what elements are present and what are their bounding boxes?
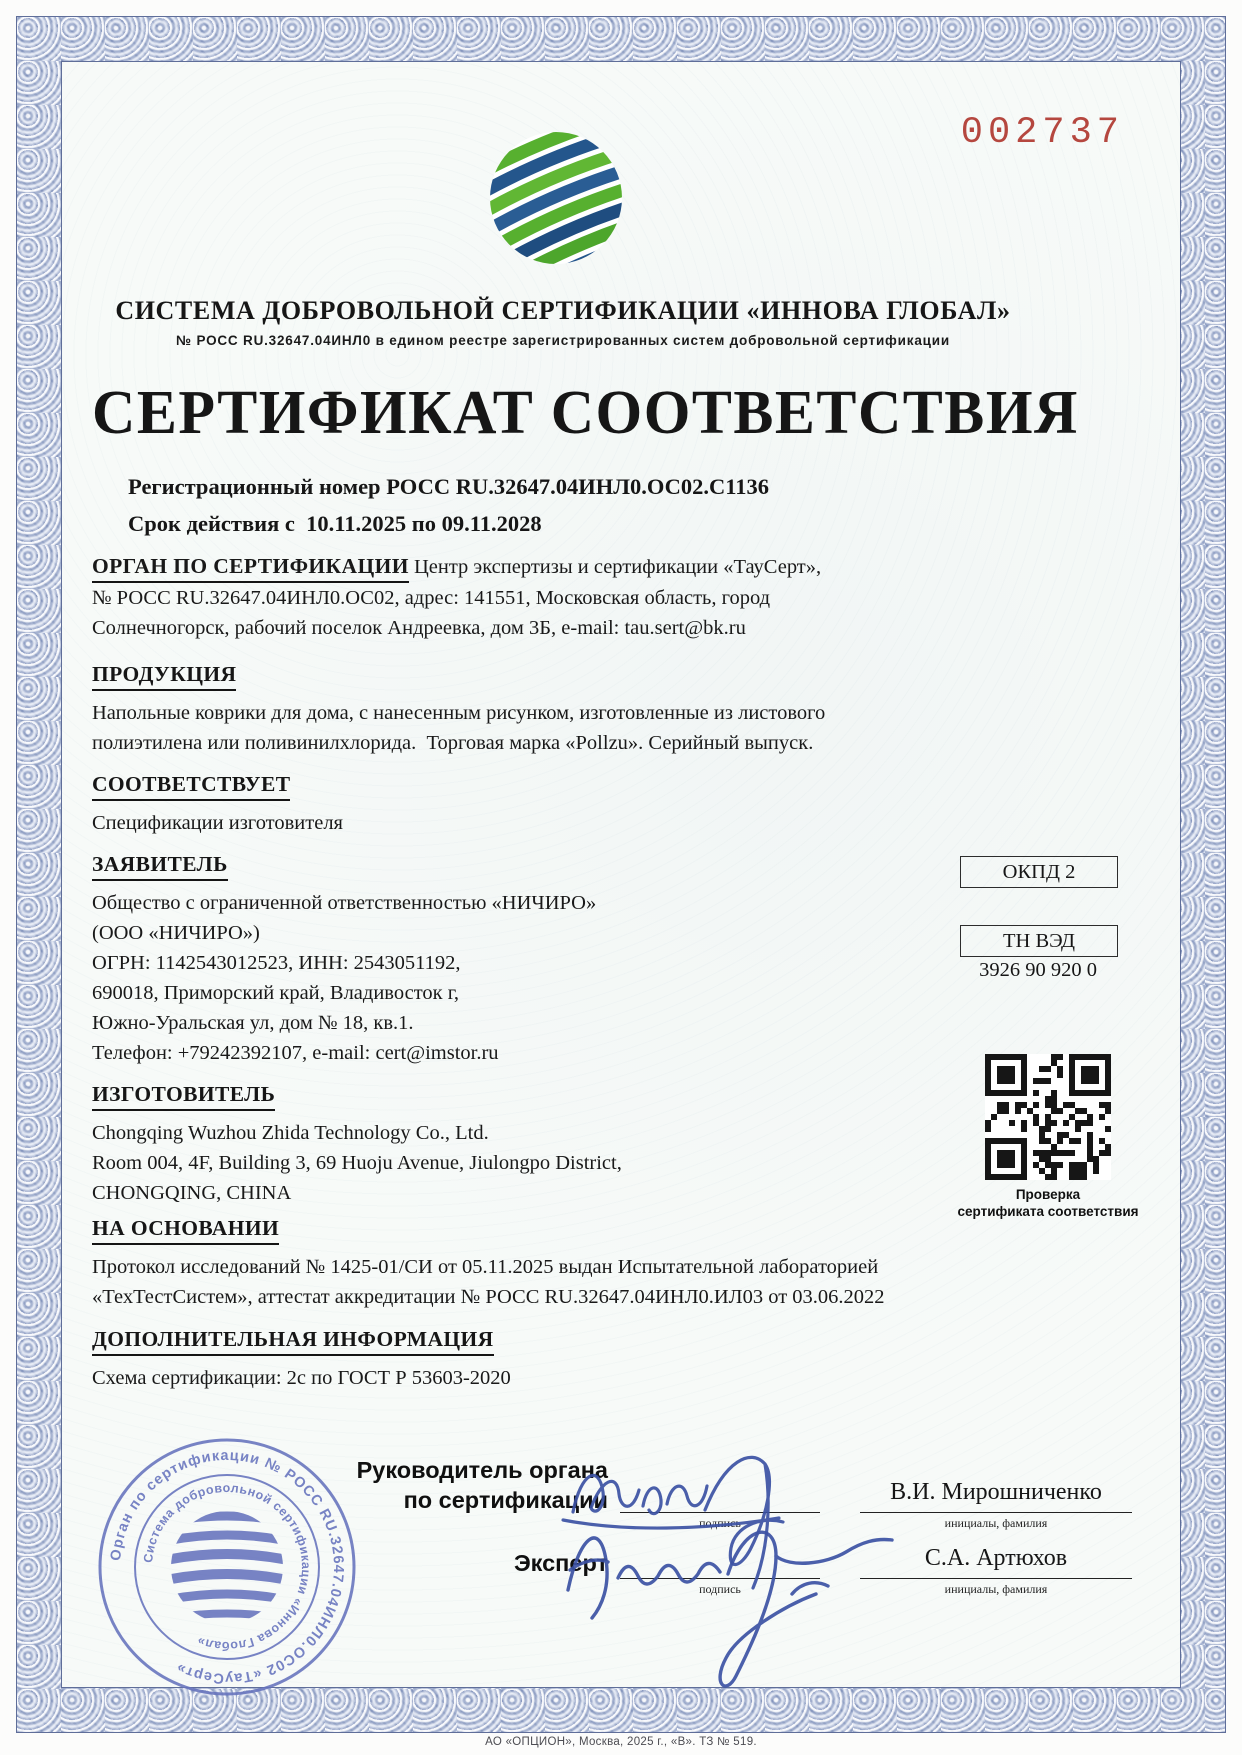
section-text: CHONGQING, CHINA [92,1181,292,1204]
section-manufacturer [92,1082,942,1208]
section-text: «ТехТестСистем», аттестат аккредитации № РОСС RU.32647.04ИНЛ0.ИЛ03 от 03.06.2022 [92,1285,885,1308]
section-applicant [92,852,942,1068]
globe-icon [486,128,626,268]
stamp-inner-text: Система добровольной сертификации «Иннова Глобал» [141,1480,314,1654]
section-heading: СООТВЕТСТВУЕТ [92,772,290,801]
print-imprint: АО «ОПЦИОН», Москва, 2025 г., «В». ТЗ № 519. [485,1736,757,1748]
expert-name-caption: инициалы, фамилия [944,1582,1048,1596]
section-text: Общество с ограниченной ответственностью «НИЧИРО» [92,891,597,914]
tnved-label: ТН ВЭД [1003,929,1075,952]
registration-number-line: Регистрационный номер РОСС RU.32647.04ИНЛ0.ОС02.С1136 [128,474,769,499]
section-conforms-to [92,772,1052,838]
section-additional-info [92,1327,1052,1393]
head-role-line1: Руководитель органа [356,1457,608,1483]
qr-caption-line2: сертификата соответствия [957,1204,1139,1219]
qr-caption-line1: Проверка [1015,1187,1081,1202]
qr-caption [938,1186,1158,1220]
system-registry-line: № РОСС RU.32647.04ИНЛ0 в едином реестре зарегистрированных систем добровольной сертификации [176,333,950,348]
section-heading: НА ОСНОВАНИИ [92,1216,279,1245]
section-text: (ООО «НИЧИРО») [92,921,260,944]
section-basis [92,1216,1082,1312]
certificate-title: СЕРТИФИКАТ СООТВЕТСТВИЯ [92,378,1079,447]
section-text: Солнечногорск, рабочий поселок Андреевка, дом 3Б, e-mail: tau.sert@bk.ru [92,616,746,639]
tnved-value: 3926 90 920 0 [979,959,1097,981]
section-text: Chongqing Wuzhou Zhida Technology Co., Ltd. [92,1121,489,1144]
section-text: № РОСС RU.32647.04ИНЛ0.ОС02, адрес: 141551, Московская область, город [92,586,771,609]
innova-globe-logo [486,128,626,268]
section-product [92,662,1052,758]
serial-number: 002737 [960,112,1124,154]
okpd2-label: ОКПД 2 [1002,860,1076,883]
qr-code [985,1054,1111,1180]
section-text: ОГРН: 1142543012523, ИНН: 2543051192, [92,951,461,974]
head-role-line2: по сертификации [403,1487,608,1513]
expert-role-label: Эксперт [513,1550,608,1576]
section-text: Центр экспертизы и сертификации «ТауСерт», [408,556,822,578]
section-heading: ИЗГОТОВИТЕЛЬ [92,1082,275,1111]
expert-signature-scribble [540,1498,960,1708]
system-name: СИСТЕМА ДОБРОВОЛЬНОЙ СЕРТИФИКАЦИИ «ИННОВА ГЛОБАЛ» [115,296,1011,325]
section-text: Room 004, 4F, Building 3, 69 Huoju Avenue, Jiulongpo District, [92,1151,622,1174]
section-text: Спецификации изготовителя [92,811,343,834]
section-text: Схема сертификации: 2с по ГОСТ Р 53603-2020 [92,1366,511,1389]
section-text: полиэтилена или поливинилхлорида. Торговая марка «Pollzu». Серийный выпуск. [92,731,814,754]
okpd2-box [960,856,1118,888]
tnved-box [960,925,1118,957]
section-text: Протокол исследований № 1425-01/СИ от 05.11.2025 выдан Испытательной лабораторией [92,1255,879,1278]
section-text: Телефон: +79242392107, e-mail: cert@imstor.ru [92,1041,499,1064]
section-text: Южно-Уральская ул, дом № 18, кв.1. [92,1011,414,1034]
section-text: Напольные коврики для дома, с нанесенным рисунком, изготовленные из листового [92,701,826,724]
section-certification-body [92,552,1052,643]
section-text: 690018, Приморский край, Владивосток г, [92,981,459,1004]
stamp-outer-text: Орган по сертификации № РОСС RU.32647.04ИНЛ0.ОС02 «ТауСерт» [108,1447,347,1687]
section-heading: ОРГАН ПО СЕРТИФИКАЦИИ [92,554,409,583]
svg-text:Система добровольной сертифика [141,1481,313,1653]
validity-line: Срок действия с 10.11.2025 по 09.11.2028 [128,511,542,536]
head-signer-name: В.И. Мирошниченко [890,1479,1102,1505]
head-name-caption: инициалы, фамилия [944,1516,1048,1530]
section-heading: ПРОДУКЦИЯ [92,662,236,691]
certification-stamp [86,1426,368,1708]
section-heading: ЗАЯВИТЕЛЬ [92,852,228,881]
expert-signature-caption: подпись [699,1582,741,1596]
section-heading: ДОПОЛНИТЕЛЬНАЯ ИНФОРМАЦИЯ [92,1327,494,1356]
head-signature-caption: подпись [699,1516,741,1530]
expert-signer-name: С.А. Артюхов [924,1545,1068,1571]
